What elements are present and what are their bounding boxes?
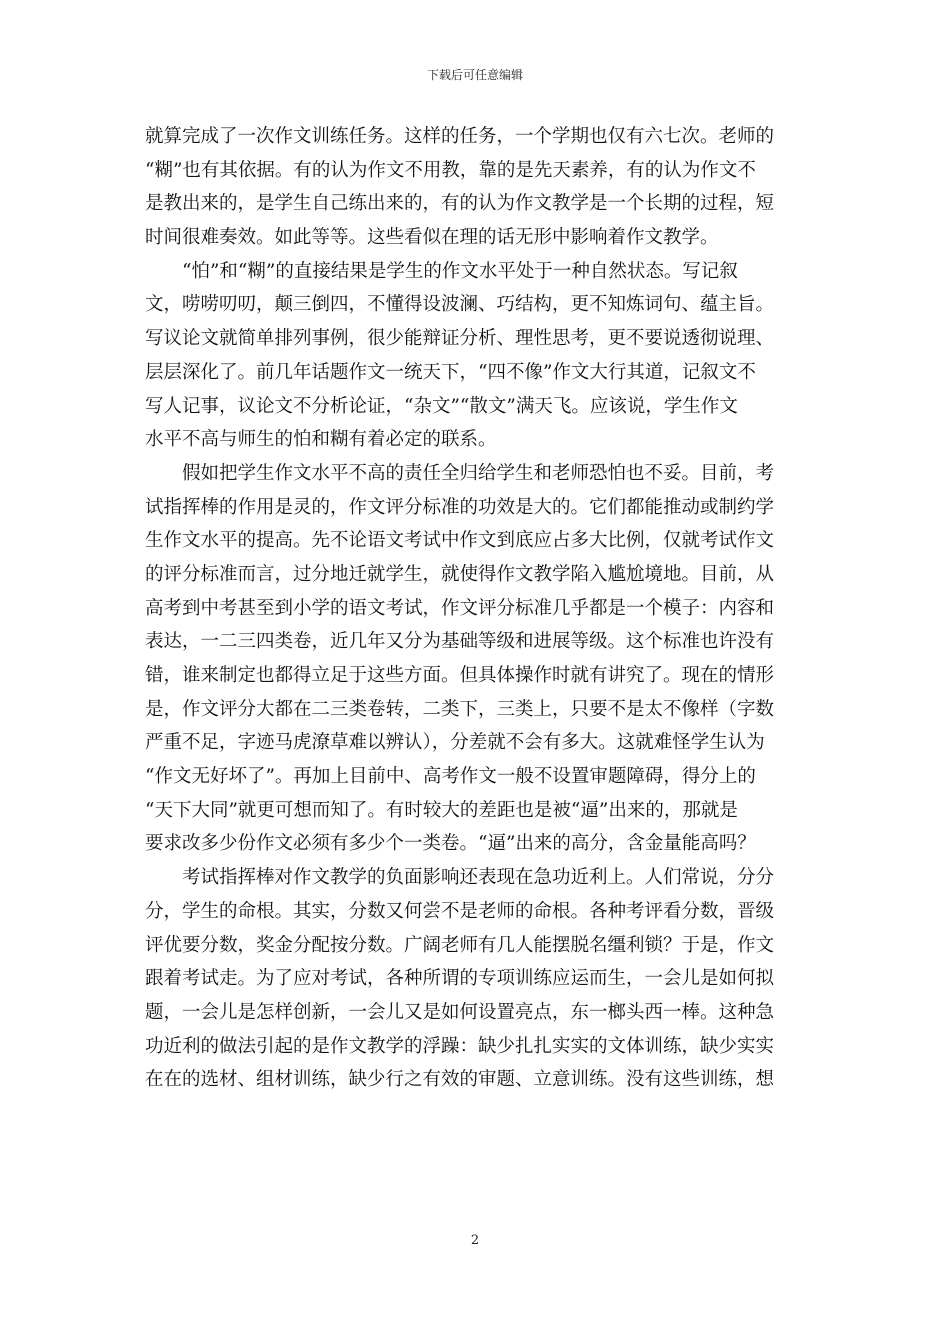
text-line: 时间很难奏效。如此等等。这些看似在理的话无形中影响着作文教学。 (145, 227, 719, 249)
text-line: “作文无好坏了”。再加上目前中、高考作文一般不设置审题障碍，得分上的 (145, 766, 756, 788)
text-line: 生作文水平的提高。先不论语文考试中作文到底应占多大比例，仅就考试作文 (145, 530, 775, 552)
text-line: “天下大同”就更可想而知了。有时较大的差距也是被“逼”出来的，那就是 (145, 799, 738, 821)
text-line: 层层深化了。前几年话题作文一统天下，“四不像”作文大行其道，记叙文不 (145, 361, 756, 383)
text-line: 表达，一二三四类卷，近几年又分为基础等级和进展等级。这个标准也许没有 (145, 631, 775, 653)
document-body (145, 120, 810, 1097)
text-line: 高考到中考甚至到小学的语文考试，作文评分标准几乎都是一个模子：内容和 (145, 597, 775, 619)
text-line: 题，一会儿是怎样创新，一会儿又是如何设置亮点，东一榔头西一棒。这种急 (145, 1001, 775, 1023)
text-line: 的评分标准而言，过分地迁就学生，就使得作文教学陷入尴尬境地。目前，从 (145, 563, 775, 585)
text-line: 是教出来的，是学生自己练出来的，有的认为作文教学是一个长期的过程，短 (145, 193, 775, 215)
text-line: 是，作文评分大都在二三类卷转，二类下，三类上，只要不是太不像样（字数 (145, 698, 775, 720)
text-line: 跟着考试走。为了应对考试，各种所谓的专项训练应运而生，一会儿是如何拟 (145, 968, 775, 990)
text-line: 试指挥棒的作用是灵的，作文评分标准的功效是大的。它们都能推动或制约学 (145, 496, 775, 518)
text-line: 评优要分数，奖金分配按分数。广阔老师有几人能摆脱名缰利锁？于是，作文 (145, 934, 775, 956)
text-line: 要求改多少份作文必须有多少个一类卷。“逼”出来的高分，含金量能高吗？ (145, 833, 756, 855)
text-line: 考试指挥棒对作文教学的负面影响还表现在急功近利上。人们常说，分分 (182, 867, 775, 889)
text-line: 分，学生的命根。其实，分数又何尝不是老师的命根。各种考评看分数，晋级 (145, 900, 775, 922)
text-line: 严重不足，字迹马虎潦草难以辨认），分差就不会有多大。这就难怪学生认为 (145, 732, 765, 754)
text-line: 功近利的做法引起的是作文教学的浮躁：缺少扎扎实实的文体训练，缺少实实 (145, 1035, 775, 1057)
text-line: 在在的选材、组材训练，缺少行之有效的审题、立意训练。没有这些训练，想 (145, 1069, 775, 1091)
text-line: “糊”也有其依据。有的认为作文不用教，靠的是先天素养，有的认为作文不 (145, 159, 756, 181)
text-line: “怕”和“糊”的直接结果是学生的作文水平处于一种自然状态。写记叙 (182, 260, 738, 282)
text-line: 写人记事，议论文不分析论证，“杂文”“散文”满天飞。应该说，学生作文 (145, 395, 738, 417)
text-line: 假如把学生作文水平不高的责任全归给学生和老师恐怕也不妥。目前，考 (182, 462, 775, 484)
text-line: 写议论文就简单排列事例，很少能辩证分析、理性思考，更不要说透彻说理、 (145, 328, 775, 350)
page-header: 下载后可任意编辑 (426, 68, 523, 82)
page-number: 2 (470, 1233, 480, 1248)
text-line: 文，唠唠叨叨，颠三倒四，不懂得设波澜、巧结构，更不知炼词句、蕴主旨。 (145, 294, 775, 316)
text-line: 错，谁来制定也都得立足于这些方面。但具体操作时就有讲究了。现在的情形 (145, 665, 775, 686)
text-line: 就算完成了一次作文训练任务。这样的任务，一个学期也仅有六七次。老师的 (145, 126, 775, 147)
text-line: 水平不高与师生的怕和糊有着必定的联系。 (145, 429, 497, 451)
